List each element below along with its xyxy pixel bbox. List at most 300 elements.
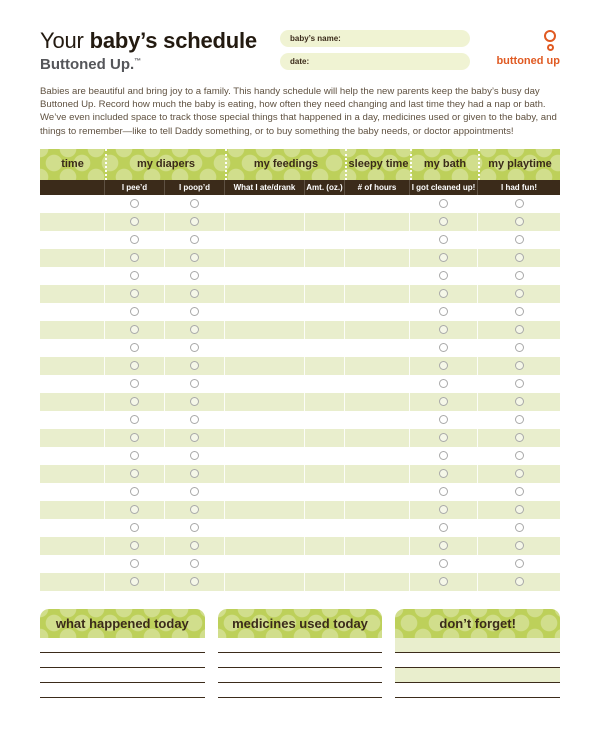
got-cleaned-up-cell[interactable] (410, 303, 478, 321)
i-peed-radio[interactable] (130, 271, 139, 280)
i-poopd-radio[interactable] (190, 343, 199, 352)
got-cleaned-up-cell[interactable] (410, 285, 478, 303)
had-fun-radio[interactable] (515, 541, 524, 550)
what-i-ate-cell[interactable] (225, 375, 305, 393)
what-i-ate-cell[interactable] (225, 339, 305, 357)
got-cleaned-up-radio[interactable] (439, 199, 448, 208)
sleep-hours-cell[interactable] (345, 267, 410, 285)
had-fun-cell[interactable] (478, 213, 560, 231)
i-poopd-radio[interactable] (190, 289, 199, 298)
i-peed-cell[interactable] (105, 429, 165, 447)
note-box (395, 609, 560, 698)
i-poopd-cell[interactable] (165, 519, 225, 537)
amount-oz-cell[interactable] (305, 213, 345, 231)
i-poopd-radio[interactable] (190, 487, 199, 496)
i-peed-cell[interactable] (105, 321, 165, 339)
i-peed-radio[interactable] (130, 559, 139, 568)
i-peed-radio[interactable] (130, 541, 139, 550)
had-fun-radio[interactable] (515, 559, 524, 568)
amount-oz-cell[interactable] (305, 339, 345, 357)
table-group-header (40, 149, 560, 180)
had-fun-cell[interactable] (478, 501, 560, 519)
got-cleaned-up-radio[interactable] (439, 487, 448, 496)
i-peed-cell[interactable] (105, 357, 165, 375)
got-cleaned-up-cell[interactable] (410, 213, 478, 231)
what-i-ate-cell[interactable] (225, 537, 305, 555)
got-cleaned-up-cell[interactable] (410, 231, 478, 249)
had-fun-cell[interactable] (478, 393, 560, 411)
had-fun-cell[interactable] (478, 285, 560, 303)
had-fun-cell[interactable] (478, 519, 560, 537)
i-peed-radio[interactable] (130, 469, 139, 478)
had-fun-cell[interactable] (478, 249, 560, 267)
i-poopd-radio[interactable] (190, 469, 199, 478)
time-cell[interactable] (40, 429, 105, 447)
had-fun-radio[interactable] (515, 289, 524, 298)
time-cell[interactable] (40, 321, 105, 339)
note-box (40, 609, 205, 698)
got-cleaned-up-radio[interactable] (439, 235, 448, 244)
i-peed-radio[interactable] (130, 505, 139, 514)
had-fun-radio[interactable] (515, 577, 524, 586)
table-row (40, 357, 560, 375)
i-poopd-cell[interactable] (165, 447, 225, 465)
i-poopd-radio[interactable] (190, 505, 199, 514)
what-i-ate-cell[interactable] (225, 429, 305, 447)
i-peed-radio[interactable] (130, 415, 139, 424)
got-cleaned-up-radio[interactable] (439, 433, 448, 442)
i-peed-radio[interactable] (130, 577, 139, 586)
got-cleaned-up-radio[interactable] (439, 451, 448, 460)
had-fun-radio[interactable] (515, 343, 524, 352)
i-poopd-radio[interactable] (190, 217, 199, 226)
sleep-hours-cell[interactable] (345, 483, 410, 501)
i-peed-cell[interactable] (105, 213, 165, 231)
had-fun-radio[interactable] (515, 469, 524, 478)
i-poopd-cell[interactable] (165, 321, 225, 339)
time-cell[interactable] (40, 465, 105, 483)
note-line[interactable] (218, 668, 383, 683)
got-cleaned-up-cell[interactable] (410, 447, 478, 465)
time-cell[interactable] (40, 573, 105, 591)
i-peed-cell[interactable] (105, 195, 165, 213)
i-peed-radio[interactable] (130, 343, 139, 352)
had-fun-cell[interactable] (478, 195, 560, 213)
amount-oz-cell[interactable] (305, 429, 345, 447)
note-line[interactable] (40, 638, 205, 653)
sleep-hours-cell[interactable] (345, 195, 410, 213)
note-line[interactable] (395, 668, 560, 683)
got-cleaned-up-cell[interactable] (410, 339, 478, 357)
had-fun-radio[interactable] (515, 199, 524, 208)
what-i-ate-cell[interactable] (225, 555, 305, 573)
got-cleaned-up-radio[interactable] (439, 361, 448, 370)
amount-oz-cell[interactable] (305, 483, 345, 501)
dont-forget-title: don’t forget! (395, 609, 560, 638)
got-cleaned-up-radio[interactable] (439, 505, 448, 514)
i-poopd-radio[interactable] (190, 415, 199, 424)
amount-oz-cell[interactable] (305, 537, 345, 555)
i-peed-radio[interactable] (130, 235, 139, 244)
time-cell[interactable] (40, 447, 105, 465)
amount-oz-cell[interactable] (305, 231, 345, 249)
sleep-hours-cell[interactable] (345, 303, 410, 321)
table-row (40, 303, 560, 321)
note-line[interactable] (218, 683, 383, 698)
i-poopd-radio[interactable] (190, 433, 199, 442)
sleep-hours-cell[interactable] (345, 321, 410, 339)
i-poopd-cell[interactable] (165, 339, 225, 357)
sleep-hours-cell[interactable] (345, 339, 410, 357)
time-cell[interactable] (40, 249, 105, 267)
had-fun-cell[interactable] (478, 447, 560, 465)
time-cell[interactable] (40, 411, 105, 429)
what-i-ate-cell[interactable] (225, 231, 305, 249)
had-fun-radio[interactable] (515, 397, 524, 406)
got-cleaned-up-radio[interactable] (439, 289, 448, 298)
logo-text: buttoned up (496, 55, 560, 67)
had-fun-cell[interactable] (478, 321, 560, 339)
what-i-ate-cell[interactable] (225, 501, 305, 519)
what-i-ate-cell[interactable] (225, 393, 305, 411)
baby-name-field[interactable] (280, 30, 470, 47)
i-peed-cell[interactable] (105, 393, 165, 411)
amount-oz-cell[interactable] (305, 519, 345, 537)
sleep-hours-cell[interactable] (345, 375, 410, 393)
note-line[interactable] (218, 653, 383, 668)
i-peed-cell[interactable] (105, 519, 165, 537)
got-cleaned-up-radio[interactable] (439, 523, 448, 532)
got-cleaned-up-radio[interactable] (439, 253, 448, 262)
subheader-had-fun: I had fun! (501, 182, 537, 192)
i-peed-radio[interactable] (130, 217, 139, 226)
note-line[interactable] (395, 653, 560, 668)
got-cleaned-up-cell[interactable] (410, 321, 478, 339)
trademark-mark: ™ (134, 58, 142, 65)
sleep-hours-cell[interactable] (345, 429, 410, 447)
i-peed-cell[interactable] (105, 555, 165, 573)
had-fun-cell[interactable] (478, 555, 560, 573)
had-fun-radio[interactable] (515, 415, 524, 424)
sleep-hours-cell[interactable] (345, 537, 410, 555)
time-cell[interactable] (40, 231, 105, 249)
what-i-ate-cell[interactable] (225, 285, 305, 303)
had-fun-cell[interactable] (478, 465, 560, 483)
had-fun-cell[interactable] (478, 357, 560, 375)
what-i-ate-cell[interactable] (225, 321, 305, 339)
i-poopd-radio[interactable] (190, 577, 199, 586)
i-poopd-cell[interactable] (165, 195, 225, 213)
table-row (40, 267, 560, 285)
i-peed-cell[interactable] (105, 537, 165, 555)
i-peed-cell[interactable] (105, 339, 165, 357)
i-peed-cell[interactable] (105, 501, 165, 519)
i-peed-radio[interactable] (130, 325, 139, 334)
i-peed-radio[interactable] (130, 397, 139, 406)
amount-oz-cell[interactable] (305, 501, 345, 519)
got-cleaned-up-radio[interactable] (439, 469, 448, 478)
sleep-hours-cell[interactable] (345, 573, 410, 591)
got-cleaned-up-radio[interactable] (439, 379, 448, 388)
sleep-hours-cell[interactable] (345, 285, 410, 303)
i-peed-cell[interactable] (105, 285, 165, 303)
i-poopd-cell[interactable] (165, 303, 225, 321)
sleep-hours-cell[interactable] (345, 501, 410, 519)
amount-oz-cell[interactable] (305, 573, 345, 591)
had-fun-radio[interactable] (515, 325, 524, 334)
page-title (40, 28, 280, 54)
had-fun-radio[interactable] (515, 451, 524, 460)
i-peed-cell[interactable] (105, 447, 165, 465)
got-cleaned-up-radio[interactable] (439, 577, 448, 586)
note-line[interactable] (40, 653, 205, 668)
time-cell[interactable] (40, 519, 105, 537)
had-fun-radio[interactable] (515, 505, 524, 514)
what-i-ate-cell[interactable] (225, 573, 305, 591)
i-peed-cell[interactable] (105, 249, 165, 267)
i-poopd-radio[interactable] (190, 361, 199, 370)
amount-oz-cell[interactable] (305, 393, 345, 411)
had-fun-cell[interactable] (478, 483, 560, 501)
had-fun-cell[interactable] (478, 375, 560, 393)
got-cleaned-up-cell[interactable] (410, 465, 478, 483)
time-cell[interactable] (40, 267, 105, 285)
i-poopd-radio[interactable] (190, 451, 199, 460)
i-poopd-radio[interactable] (190, 199, 199, 208)
i-peed-radio[interactable] (130, 253, 139, 262)
table-row (40, 321, 560, 339)
got-cleaned-up-radio[interactable] (439, 397, 448, 406)
had-fun-radio[interactable] (515, 307, 524, 316)
got-cleaned-up-radio[interactable] (439, 343, 448, 352)
i-peed-cell[interactable] (105, 465, 165, 483)
got-cleaned-up-cell[interactable] (410, 519, 478, 537)
table-row (40, 375, 560, 393)
i-poopd-cell[interactable] (165, 411, 225, 429)
amount-oz-cell[interactable] (305, 357, 345, 375)
note-line[interactable] (395, 683, 560, 698)
what-i-ate-cell[interactable] (225, 411, 305, 429)
what-i-ate-cell[interactable] (225, 357, 305, 375)
what-i-ate-cell[interactable] (225, 465, 305, 483)
sleep-hours-cell[interactable] (345, 519, 410, 537)
had-fun-radio[interactable] (515, 433, 524, 442)
i-peed-radio[interactable] (130, 523, 139, 532)
time-cell[interactable] (40, 285, 105, 303)
time-cell[interactable] (40, 213, 105, 231)
table-row (40, 285, 560, 303)
header-fields (280, 28, 482, 70)
what-i-ate-cell[interactable] (225, 249, 305, 267)
time-cell[interactable] (40, 195, 105, 213)
i-poopd-radio[interactable] (190, 523, 199, 532)
i-peed-cell[interactable] (105, 231, 165, 249)
i-peed-radio[interactable] (130, 433, 139, 442)
sleep-hours-cell[interactable] (345, 393, 410, 411)
got-cleaned-up-cell[interactable] (410, 267, 478, 285)
i-peed-radio[interactable] (130, 361, 139, 370)
time-cell[interactable] (40, 537, 105, 555)
got-cleaned-up-cell[interactable] (410, 573, 478, 591)
i-poopd-cell[interactable] (165, 267, 225, 285)
what-i-ate-cell[interactable] (225, 195, 305, 213)
amount-oz-cell[interactable] (305, 555, 345, 573)
got-cleaned-up-cell[interactable] (410, 249, 478, 267)
i-peed-radio[interactable] (130, 379, 139, 388)
sleep-hours-cell[interactable] (345, 465, 410, 483)
got-cleaned-up-cell[interactable] (410, 393, 478, 411)
i-poopd-cell[interactable] (165, 465, 225, 483)
i-peed-cell[interactable] (105, 483, 165, 501)
got-cleaned-up-radio[interactable] (439, 217, 448, 226)
note-line[interactable] (40, 668, 205, 683)
had-fun-cell[interactable] (478, 411, 560, 429)
i-poopd-cell[interactable] (165, 429, 225, 447)
i-poopd-cell[interactable] (165, 213, 225, 231)
amount-oz-cell[interactable] (305, 465, 345, 483)
i-poopd-cell[interactable] (165, 357, 225, 375)
note-line[interactable] (218, 638, 383, 653)
i-peed-cell[interactable] (105, 573, 165, 591)
got-cleaned-up-radio[interactable] (439, 541, 448, 550)
amount-oz-cell[interactable] (305, 249, 345, 267)
note-lines (395, 638, 560, 698)
button-ring-icon (544, 30, 556, 42)
sleep-hours-cell[interactable] (345, 231, 410, 249)
had-fun-cell[interactable] (478, 573, 560, 591)
note-line[interactable] (40, 683, 205, 698)
time-cell[interactable] (40, 393, 105, 411)
got-cleaned-up-radio[interactable] (439, 307, 448, 316)
had-fun-radio[interactable] (515, 235, 524, 244)
what-i-ate-cell[interactable] (225, 447, 305, 465)
had-fun-radio[interactable] (515, 217, 524, 226)
note-line[interactable] (395, 638, 560, 653)
sleep-hours-cell[interactable] (345, 411, 410, 429)
had-fun-cell[interactable] (478, 303, 560, 321)
got-cleaned-up-radio[interactable] (439, 415, 448, 424)
i-poopd-cell[interactable] (165, 555, 225, 573)
what-i-ate-cell[interactable] (225, 483, 305, 501)
amount-oz-cell[interactable] (305, 267, 345, 285)
amount-oz-cell[interactable] (305, 411, 345, 429)
had-fun-radio[interactable] (515, 379, 524, 388)
i-peed-radio[interactable] (130, 451, 139, 460)
sleep-hours-cell[interactable] (345, 249, 410, 267)
i-poopd-cell[interactable] (165, 501, 225, 519)
got-cleaned-up-cell[interactable] (410, 375, 478, 393)
i-poopd-cell[interactable] (165, 375, 225, 393)
i-peed-radio[interactable] (130, 289, 139, 298)
got-cleaned-up-radio[interactable] (439, 559, 448, 568)
i-peed-radio[interactable] (130, 307, 139, 316)
i-poopd-radio[interactable] (190, 307, 199, 316)
i-poopd-cell[interactable] (165, 483, 225, 501)
subheader-i-peed: I pee’d (105, 180, 165, 195)
time-cell[interactable] (40, 357, 105, 375)
i-peed-cell[interactable] (105, 267, 165, 285)
got-cleaned-up-radio[interactable] (439, 325, 448, 334)
table-row (40, 249, 560, 267)
what-i-ate-cell[interactable] (225, 213, 305, 231)
had-fun-cell[interactable] (478, 537, 560, 555)
had-fun-radio[interactable] (515, 271, 524, 280)
had-fun-cell[interactable] (478, 267, 560, 285)
i-peed-cell[interactable] (105, 303, 165, 321)
amount-oz-cell[interactable] (305, 321, 345, 339)
time-cell[interactable] (40, 303, 105, 321)
medicines-used-today-title: medicines used today (218, 609, 383, 638)
amount-oz-cell[interactable] (305, 195, 345, 213)
i-poopd-cell[interactable] (165, 231, 225, 249)
sleep-hours-cell[interactable] (345, 555, 410, 573)
had-fun-radio[interactable] (515, 253, 524, 262)
i-peed-cell[interactable] (105, 411, 165, 429)
got-cleaned-up-radio[interactable] (439, 271, 448, 280)
i-poopd-radio[interactable] (190, 235, 199, 244)
i-poopd-radio[interactable] (190, 253, 199, 262)
what-i-ate-cell[interactable] (225, 303, 305, 321)
time-cell[interactable] (40, 483, 105, 501)
got-cleaned-up-cell[interactable] (410, 483, 478, 501)
amount-oz-cell[interactable] (305, 285, 345, 303)
i-poopd-radio[interactable] (190, 541, 199, 550)
had-fun-cell[interactable] (478, 429, 560, 447)
i-poopd-cell[interactable] (165, 285, 225, 303)
got-cleaned-up-cell[interactable] (410, 195, 478, 213)
time-cell[interactable] (40, 501, 105, 519)
i-poopd-cell[interactable] (165, 573, 225, 591)
brand-line (40, 56, 280, 73)
got-cleaned-up-cell[interactable] (410, 555, 478, 573)
got-cleaned-up-cell[interactable] (410, 429, 478, 447)
had-fun-radio[interactable] (515, 523, 524, 532)
amount-oz-cell[interactable] (305, 303, 345, 321)
schedule-body (40, 195, 560, 591)
what-i-ate-cell[interactable] (225, 519, 305, 537)
time-cell[interactable] (40, 339, 105, 357)
i-poopd-cell[interactable] (165, 393, 225, 411)
had-fun-radio[interactable] (515, 361, 524, 370)
i-peed-cell[interactable] (105, 375, 165, 393)
sleep-hours-cell[interactable] (345, 357, 410, 375)
got-cleaned-up-cell[interactable] (410, 501, 478, 519)
date-field[interactable] (280, 53, 470, 70)
amount-oz-cell[interactable] (305, 447, 345, 465)
got-cleaned-up-cell[interactable] (410, 357, 478, 375)
got-cleaned-up-cell[interactable] (410, 537, 478, 555)
i-poopd-radio[interactable] (190, 271, 199, 280)
i-peed-radio[interactable] (130, 199, 139, 208)
sleep-hours-cell[interactable] (345, 447, 410, 465)
i-poopd-radio[interactable] (190, 397, 199, 406)
got-cleaned-up-cell[interactable] (410, 411, 478, 429)
i-poopd-radio[interactable] (190, 325, 199, 334)
i-poopd-cell[interactable] (165, 249, 225, 267)
time-cell[interactable] (40, 375, 105, 393)
i-poopd-cell[interactable] (165, 537, 225, 555)
amount-oz-cell[interactable] (305, 375, 345, 393)
what-i-ate-cell[interactable] (225, 267, 305, 285)
had-fun-radio[interactable] (515, 487, 524, 496)
i-poopd-radio[interactable] (190, 559, 199, 568)
had-fun-cell[interactable] (478, 339, 560, 357)
i-peed-radio[interactable] (130, 487, 139, 496)
i-poopd-radio[interactable] (190, 379, 199, 388)
had-fun-cell[interactable] (478, 231, 560, 249)
time-cell[interactable] (40, 555, 105, 573)
sleep-hours-cell[interactable] (345, 213, 410, 231)
